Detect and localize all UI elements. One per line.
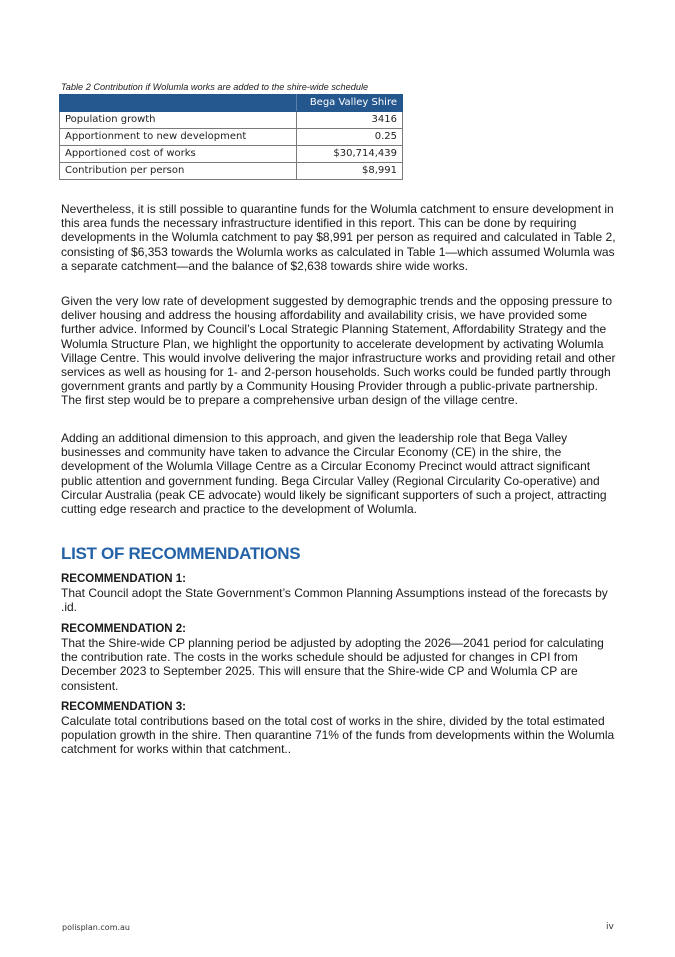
- recommendation-2-body: That the Shire-wide CP planning period be adjusted by adopting the 2026—2041 period for calculating the contribution rate. The costs in the works schedule should be adjusted for changes in CPI from December 2023 to September 2025. This will ensure that the Shire-wide CP and Wolumla CP are consistent.: [61, 636, 604, 693]
- paragraph-development-advice: Given the very low rate of development suggested by demographic trends and the opposing pressure to deliver housing and address the housing affordability and availability crisis, we have provided some further advice. Informed by Council’s Local Strategic Planning Statement, Affordability Strategy and the Wolumla Structure Plan, we highlight the opportunity to accelerate development by activating Wolumla Village Centre. This would involve delivering the major infrastructure works and providing retail and other services as well as housing for 1- and 2-person households. Such works could be funded partly through government grants and partly by a Community Housing Provider through a public-private partnership. The first step would be to prepare a comprehensive urban design of the village centre.: [61, 294, 616, 408]
- table-row-value: $8,991: [297, 163, 403, 180]
- recommendation-1-title: RECOMMENDATION 1:: [61, 573, 187, 585]
- table-header-blank: [60, 95, 297, 112]
- table-row-label: Population growth: [60, 112, 297, 129]
- table-row: [60, 146, 403, 163]
- recommendation-3-title: RECOMMENDATION 3:: [61, 701, 187, 713]
- table-caption: Table 2 Contribution if Wolumla works are added to the shire-wide schedule: [61, 82, 369, 92]
- recommendation-3-body: Calculate total contributions based on the total cost of works in the shire, divided by the total estimated population growth in the shire. Then quarantine 71% of the funds from developments within the Wolumla catchment for works within that catchment..: [61, 714, 615, 757]
- contribution-table: [59, 94, 403, 180]
- table-row-value: 3416: [297, 112, 403, 129]
- footer-page-number: iv: [606, 922, 614, 932]
- paragraph-circular-economy: Adding an additional dimension to this approach, and given the leadership role that Bega Valley businesses and community have taken to advance the Circular Economy (CE) in the shire, the development of the Wolumla Village Centre as a Circular Economy Precinct would attract significant public attention and government funding. Bega Circular Valley (Regional Circularity Co-operative) and Circular Australia (peak CE advocate) would likely be significant supporters of such a project, attracting cutting edge research and practice to the development of Wolumla.: [61, 431, 607, 517]
- table-row: [60, 129, 403, 146]
- table-column-header: Bega Valley Shire: [297, 95, 403, 112]
- table-row-label: Apportioned cost of works: [60, 146, 297, 163]
- paragraph-quarantine-funds: Nevertheless, it is still possible to quarantine funds for the Wolumla catchment to ensure development in this area funds the necessary infrastructure identified in this report. This can be done by requiring developments in the Wolumla catchment to pay $8,991 per person as required and calculated in Table 2, consisting of $6,353 towards the Wolumla works as calculated in Table 1—which assumed Wolumla was a separate catchment—and the balance of $2,638 towards shire wide works.: [61, 202, 616, 273]
- table-row: [60, 112, 403, 129]
- recommendation-2-title: RECOMMENDATION 2:: [61, 623, 187, 635]
- footer-website: polisplan.com.au: [62, 923, 131, 932]
- table-row-value: 0.25: [297, 129, 403, 146]
- table-row-label: Apportionment to new development: [60, 129, 297, 146]
- table-row-value: $30,714,439: [297, 146, 403, 163]
- table-header-row: [60, 95, 403, 112]
- recommendation-1-body: That Council adopt the State Government’s Common Planning Assumptions instead of the forecasts by .id.: [61, 586, 608, 615]
- recommendations-heading: LIST OF RECOMMENDATIONS: [61, 544, 301, 563]
- table-row: [60, 163, 403, 180]
- table-row-label: Contribution per person: [60, 163, 297, 180]
